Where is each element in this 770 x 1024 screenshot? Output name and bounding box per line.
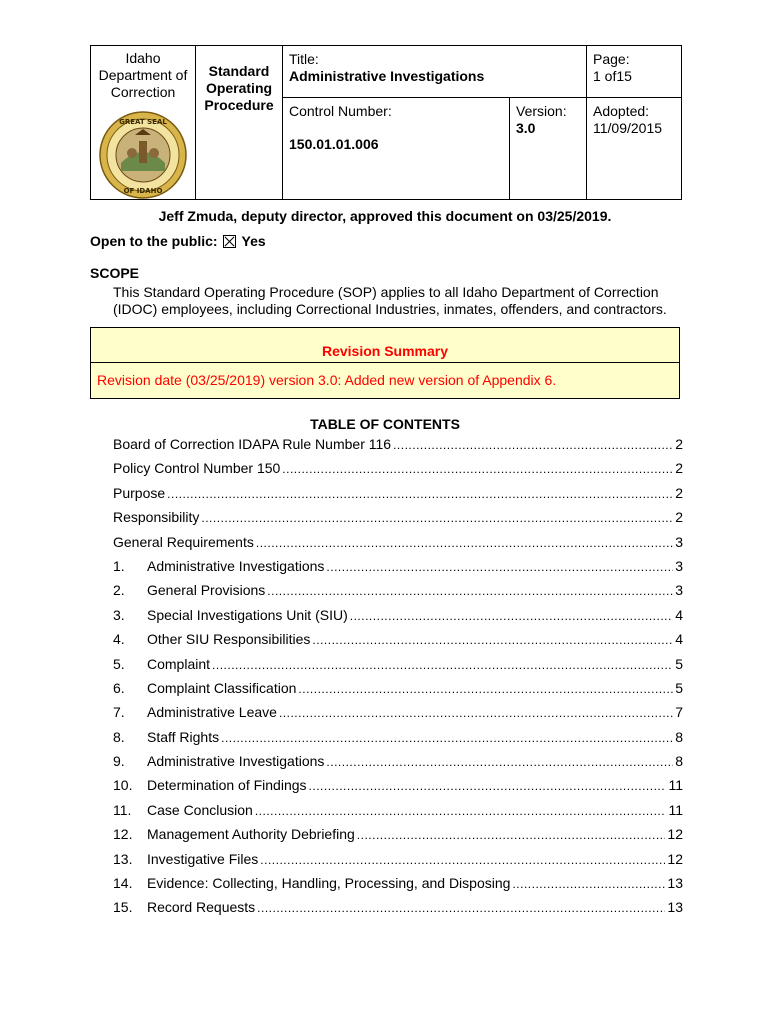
title-label: Title: — [289, 51, 319, 67]
toc-entry-page: 3 — [675, 582, 683, 599]
adopted-label: Adopted: — [593, 103, 650, 120]
toc-entry-page: 11 — [668, 801, 683, 818]
toc-entry[interactable] — [113, 826, 683, 850]
toc-entry-number: 14. — [113, 875, 133, 892]
sop-line-3: Procedure — [204, 97, 274, 113]
toc-entry[interactable] — [113, 607, 683, 631]
toc-dot-leader — [212, 658, 673, 672]
title-cell — [283, 46, 587, 98]
toc-entry-label: Record Requests — [147, 899, 256, 916]
toc-entry-number: 12. — [113, 826, 133, 843]
toc-entry-label: Complaint Classification — [147, 679, 297, 696]
toc-dot-leader — [260, 853, 665, 867]
toc-entry-page: 2 — [675, 460, 683, 477]
page-value: 1 of15 — [593, 68, 632, 84]
title-value: Administrative Investigations — [289, 68, 485, 84]
toc-entry[interactable] — [113, 485, 683, 509]
toc-entry-label: Complaint — [147, 655, 211, 672]
toc-dot-leader — [312, 633, 673, 647]
toc-entry-page: 13 — [667, 899, 683, 916]
toc-entry-number: 2. — [113, 582, 125, 599]
agency-line-2: Department of — [98, 67, 188, 83]
toc-entry[interactable] — [113, 558, 683, 582]
toc-entry-label: Staff Rights — [147, 728, 220, 745]
revision-text: Revision date (03/25/2019) version 3.0: Added new version of Appendix 6. — [97, 372, 557, 388]
toc-entry-page: 12 — [667, 826, 683, 843]
toc-dot-leader — [257, 901, 665, 915]
toc-entry[interactable] — [113, 899, 683, 923]
toc-dot-leader — [326, 560, 673, 574]
version-value: 3.0 — [516, 120, 536, 137]
toc-entry-number: 11. — [113, 801, 132, 818]
toc-dot-leader — [350, 609, 673, 623]
toc-entry-page: 2 — [675, 436, 683, 452]
toc-dot-leader — [279, 706, 673, 720]
toc-entry[interactable] — [113, 753, 683, 777]
toc-entry-number: 6. — [113, 679, 125, 696]
toc-entry-label: Policy Control Number 150 — [113, 460, 281, 477]
toc-entry-number: 5. — [113, 655, 125, 672]
toc-entry-label: Management Authority Debriefing — [147, 826, 355, 843]
adopted-cell — [587, 98, 682, 200]
toc-entry-page: 2 — [675, 484, 683, 501]
toc-entry-label: Purpose — [113, 484, 166, 501]
control-label: Control Number: — [289, 103, 392, 120]
toc-entry-label: Determination of Findings — [147, 777, 307, 794]
toc-entry-page: 5 — [675, 655, 683, 672]
toc-dot-leader — [393, 438, 673, 452]
toc-entry-number: 7. — [113, 704, 125, 721]
toc-entry-number: 8. — [113, 728, 125, 745]
toc-dot-leader — [167, 487, 673, 501]
header-table — [90, 45, 682, 200]
toc-dot-leader — [298, 682, 673, 696]
toc-entry[interactable] — [113, 802, 683, 826]
page-label: Page: — [593, 51, 630, 67]
approval-statement: Jeff Zmuda, deputy director, approved this document on 03/25/2019. — [158, 208, 612, 224]
toc-entry[interactable] — [113, 680, 683, 704]
agency-cell — [91, 46, 196, 200]
toc-entry-label: Investigative Files — [147, 850, 259, 867]
adopted-value: 11/09/2015 — [593, 120, 663, 137]
public-value: Yes — [241, 233, 266, 249]
agency-line-3: Correction — [110, 84, 176, 100]
toc-entry-number: 4. — [113, 631, 125, 648]
toc-entry-label: Administrative Investigations — [147, 753, 325, 770]
toc-dot-leader — [326, 755, 673, 769]
toc-entry-label: Administrative Leave — [147, 704, 277, 721]
toc-entry-page: 7 — [675, 704, 683, 721]
toc-entry[interactable] — [113, 582, 683, 606]
toc-dot-leader — [357, 828, 666, 842]
toc-entry[interactable] — [113, 851, 683, 875]
toc-dot-leader — [267, 584, 673, 598]
toc-dot-leader — [255, 804, 667, 818]
toc-entry-label: Administrative Investigations — [147, 557, 325, 574]
toc-entry-label: Board of Correction IDAPA Rule Number 116 — [113, 436, 392, 452]
toc-entry-number: 13. — [113, 850, 133, 867]
toc-entry[interactable] — [113, 656, 683, 680]
toc-entry-label: General Provisions — [147, 582, 266, 599]
toc-dot-leader — [282, 462, 673, 476]
toc-entry[interactable] — [113, 729, 683, 753]
toc-entry-page: 8 — [675, 728, 683, 745]
toc-dot-leader — [512, 877, 665, 891]
toc-entry[interactable] — [113, 436, 683, 460]
toc-entry[interactable] — [113, 534, 683, 558]
agency-line-1: Idaho — [125, 50, 161, 66]
toc-entry-page: 5 — [675, 679, 683, 696]
sop-cell — [196, 46, 283, 200]
toc-entry[interactable] — [113, 631, 683, 655]
scope-heading: SCOPE — [90, 265, 140, 281]
public-label: Open to the public: — [90, 233, 218, 249]
toc-entry-label: General Requirements — [113, 533, 254, 550]
toc-entry-number: 10. — [113, 777, 133, 794]
toc-entry-number: 3. — [113, 606, 125, 623]
toc-entry-page: 4 — [675, 631, 683, 648]
toc-entry-label: Other SIU Responsibilities — [147, 631, 311, 648]
control-value: 150.01.01.006 — [289, 136, 379, 153]
toc-entry[interactable] — [113, 704, 683, 728]
sop-line-1: Standard — [208, 63, 270, 79]
toc-entry-page: 13 — [667, 875, 683, 892]
svg-text:GREAT SEAL: GREAT SEAL — [119, 118, 167, 126]
toc-entry[interactable] — [113, 875, 683, 899]
toc-dot-leader — [309, 779, 667, 793]
toc-heading: TABLE OF CONTENTS — [310, 416, 460, 432]
public-access-line — [90, 233, 266, 249]
toc-entry-label: Evidence: Collecting, Handling, Processing, and Disposing — [147, 875, 511, 892]
checked-checkbox-icon — [223, 235, 236, 248]
toc-entry-page: 3 — [675, 533, 683, 550]
toc-entry-number: 1. — [113, 557, 125, 574]
toc-entry-page: 3 — [675, 557, 683, 574]
toc-entry-label: Responsibility — [113, 509, 200, 526]
version-cell — [510, 98, 587, 200]
svg-text:OF IDAHO: OF IDAHO — [123, 187, 163, 195]
toc-entry-label: Case Conclusion — [147, 801, 253, 818]
toc-dot-leader — [201, 511, 673, 525]
toc-dot-leader — [221, 731, 673, 745]
toc-entry-number: 9. — [113, 753, 125, 770]
table-of-contents — [113, 436, 683, 924]
toc-dot-leader — [256, 536, 673, 550]
toc-entry[interactable] — [113, 509, 683, 533]
toc-entry-page: 8 — [675, 753, 683, 770]
scope-text: This Standard Operating Procedure (SOP) applies to all Idaho Department of Correction (IDOC) employees, including Correctional Industries, inmates, offenders, and contractors. — [113, 284, 667, 317]
toc-entry-page: 2 — [675, 509, 683, 526]
toc-entry[interactable] — [113, 460, 683, 484]
control-number-cell — [283, 98, 510, 200]
toc-entry-page: 11 — [668, 777, 683, 794]
version-label: Version: — [516, 103, 567, 120]
toc-entry-page: 12 — [667, 850, 683, 867]
toc-entry-number: 15. — [113, 899, 133, 916]
toc-entry-page: 4 — [675, 606, 683, 623]
sop-line-2: Operating — [205, 80, 273, 96]
revision-summary-box — [90, 327, 680, 399]
page-cell — [587, 46, 682, 98]
revision-title: Revision Summary — [91, 328, 679, 363]
toc-entry[interactable] — [113, 777, 683, 801]
great-seal-logo — [99, 111, 187, 199]
toc-entry-label: Special Investigations Unit (SIU) — [147, 606, 348, 623]
